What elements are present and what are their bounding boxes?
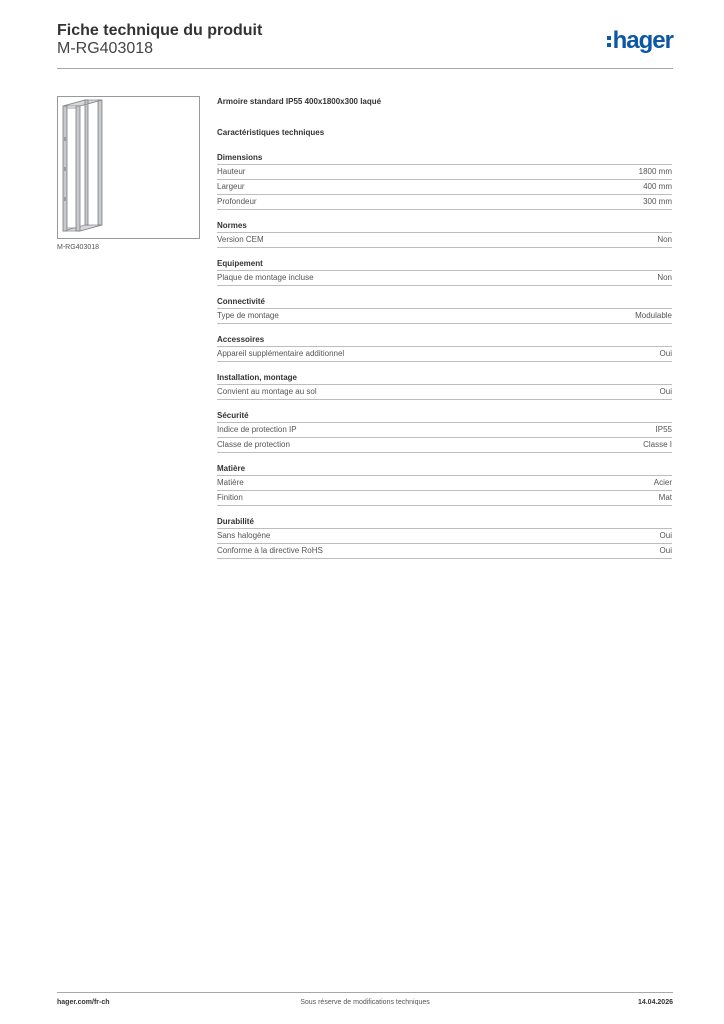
spec-section	[217, 516, 672, 559]
spec-value: Modulable	[635, 311, 672, 320]
spec-row	[217, 180, 672, 195]
section-title: Dimensions	[217, 152, 672, 165]
technical-characteristics-heading: Caractéristiques techniques	[217, 128, 325, 137]
section-title: Normes	[217, 220, 672, 233]
spec-value: 300 mm	[643, 197, 672, 206]
spec-label: Largeur	[217, 182, 245, 191]
header-divider	[57, 68, 673, 69]
spec-value: Oui	[659, 387, 672, 396]
spec-row	[217, 423, 672, 438]
section-title: Accessoires	[217, 334, 672, 347]
product-name: Armoire standard IP55 400x1800x300 laqué	[217, 97, 382, 106]
product-reference: M-RG403018	[57, 40, 154, 57]
spec-value: Non	[657, 235, 672, 244]
spec-value: Oui	[659, 349, 672, 358]
footer-divider	[57, 992, 673, 993]
cabinet-frame-image	[58, 97, 199, 238]
spec-section	[217, 334, 672, 362]
spec-label: Classe de protection	[217, 440, 290, 449]
spec-row	[217, 476, 672, 491]
spec-section	[217, 220, 672, 248]
spec-value: IP55	[655, 425, 672, 434]
document-title: Fiche technique du produit	[57, 22, 263, 39]
spec-row	[217, 195, 672, 210]
spec-row	[217, 271, 672, 286]
spec-label: Conforme à la directive RoHS	[217, 546, 323, 555]
spec-section	[217, 410, 672, 453]
spec-label: Version CEM	[217, 235, 264, 244]
spec-label: Hauteur	[217, 167, 246, 176]
spec-value: Oui	[659, 546, 672, 555]
footer-website: hager.com/fr-ch	[57, 999, 110, 1006]
spec-label: Appareil supplémentaire additionnel	[217, 349, 345, 358]
spec-row	[217, 233, 672, 248]
spec-value: Non	[657, 273, 672, 282]
section-title: Installation, montage	[217, 372, 672, 385]
spec-label: Sans halogène	[217, 531, 271, 540]
section-title: Equipement	[217, 258, 672, 271]
logo-dots-icon	[607, 36, 611, 47]
spec-label: Indice de protection IP	[217, 425, 297, 434]
spec-section	[217, 372, 672, 400]
spec-row	[217, 438, 672, 453]
spec-row	[217, 385, 672, 400]
spec-label: Convient au montage au sol	[217, 387, 317, 396]
section-title: Connectivité	[217, 296, 672, 309]
footer-date: 14.04.2026	[637, 999, 673, 1006]
product-image	[57, 96, 200, 239]
spec-value: Acier	[653, 478, 672, 487]
spec-row	[217, 309, 672, 324]
section-title: Sécurité	[217, 410, 672, 423]
section-title: Matière	[217, 463, 672, 476]
image-caption: M-RG403018	[57, 244, 100, 251]
spec-row	[217, 544, 672, 559]
spec-section	[217, 463, 672, 506]
spec-row	[217, 165, 672, 180]
spec-label: Finition	[217, 493, 243, 502]
page-footer	[57, 999, 673, 1011]
spec-value: 400 mm	[643, 182, 672, 191]
spec-value: Oui	[659, 531, 672, 540]
spec-section	[217, 152, 672, 210]
spec-section	[217, 296, 672, 324]
logo-text: hager	[612, 27, 673, 54]
spec-row	[217, 529, 672, 544]
spec-value: 1800 mm	[638, 167, 672, 176]
spec-label: Matière	[217, 478, 244, 487]
spec-row	[217, 491, 672, 506]
spec-label: Profondeur	[217, 197, 257, 206]
spec-label: Plaque de montage incluse	[217, 273, 314, 282]
page-header	[57, 20, 673, 70]
footer-notice: Sous réserve de modifications techniques	[300, 999, 430, 1006]
spec-value: Classe I	[643, 440, 672, 449]
specifications	[217, 95, 672, 559]
hager-logo	[607, 28, 673, 54]
spec-sections	[217, 152, 672, 559]
spec-row	[217, 347, 672, 362]
spec-label: Type de montage	[217, 311, 279, 320]
section-title: Durabilité	[217, 516, 672, 529]
spec-section	[217, 258, 672, 286]
spec-value: Mat	[658, 493, 672, 502]
